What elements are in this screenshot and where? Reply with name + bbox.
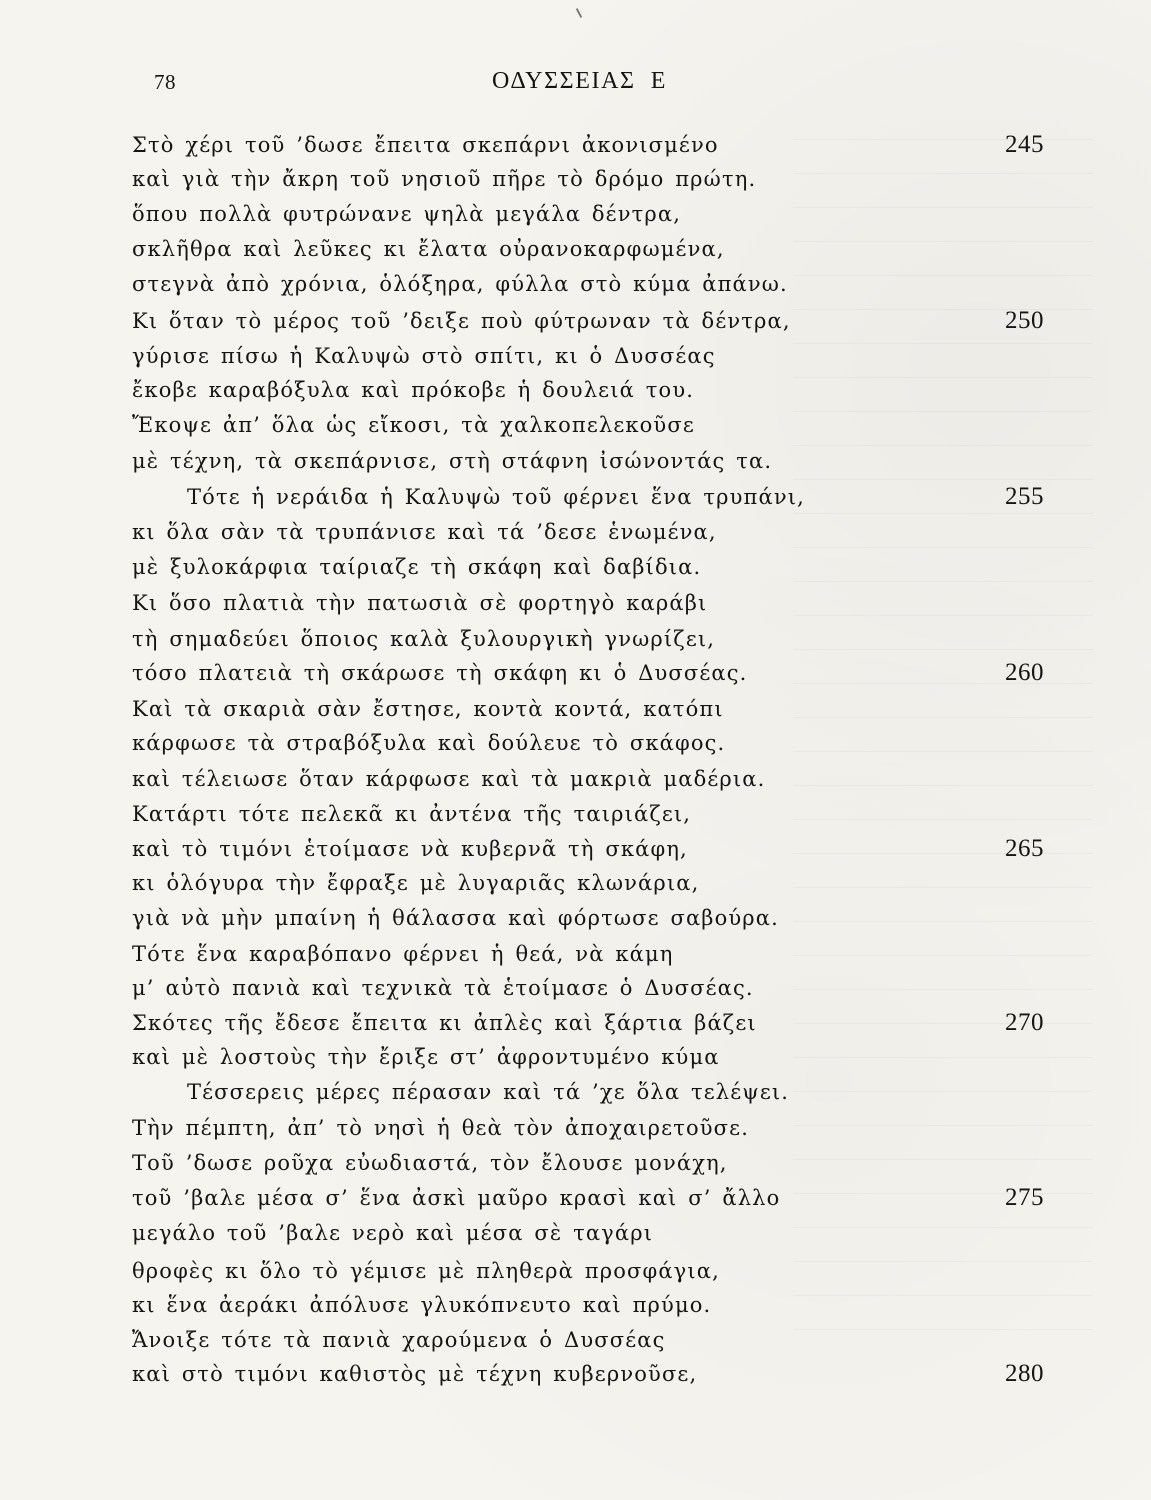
- poem-line: σκλῆθρα καὶ λεῦκες κι ἔλατα οὐρανοκαρφωμένα,: [132, 237, 725, 261]
- poem-line: Τέσσερεις μέρες πέρασαν καὶ τά ’χε ὅλα τελέψει.: [187, 1080, 790, 1104]
- line-number: 255: [1005, 483, 1044, 510]
- poem-line: Τότε ἡ νεράιδα ἡ Καλυψὼ τοῦ φέρνει ἕνα τρυπάνι,: [187, 485, 805, 509]
- poem-line: κι ὁλόγυρα τὴν ἔφραξε μὲ λυγαριᾶς κλωνάρια,: [132, 871, 700, 895]
- poem-line: μεγάλο τοῦ ’βαλε νερὸ καὶ μέσα σὲ ταγάρι: [132, 1221, 654, 1245]
- poem-line: τὴ σημαδεύει ὅποιος καλὰ ξυλουργικὴ γνωρίζει,: [132, 627, 716, 651]
- poem-line: Καὶ τὰ σκαριὰ σὰν ἔστησε, κοντὰ κοντά, κατόπι: [132, 697, 724, 721]
- poem-line: ἔκοβε καραβόξυλα καὶ πρόκοβε ἡ δουλειά του.: [132, 378, 695, 402]
- poem-line: Ἄνοιξε τότε τὰ πανιὰ χαρούμενα ὁ Δυσσέας: [132, 1328, 666, 1352]
- poem-line: κάρφωσε τὰ στραβόξυλα καὶ δούλευε τὸ σκάφος.: [132, 731, 726, 755]
- line-number: 250: [1005, 307, 1044, 334]
- poem-line: γύρισε πίσω ἡ Καλυψὼ στὸ σπίτι, κι ὁ Δυσσέας: [132, 344, 716, 368]
- line-number: 260: [1005, 659, 1044, 686]
- line-number: 275: [1005, 1184, 1044, 1211]
- poem-line: τοῦ ’βαλε μέσα σ’ ἕνα ἀσκὶ μαῦρο κρασὶ καὶ σ’ ἄλλο: [132, 1186, 781, 1210]
- line-number: 270: [1005, 1009, 1044, 1036]
- poem-line: Κατάρτι τότε πελεκᾶ κι ἀντένα τῆς ταιριάζει,: [132, 802, 692, 826]
- poem-line: Τοῦ ’δωσε ροῦχα εὐωδιαστά, τὸν ἔλουσε μονάχη,: [132, 1151, 728, 1175]
- poem-line: θροφὲς κι ὅλο τὸ γέμισε μὲ πληθερὰ προσφάγια,: [132, 1259, 720, 1283]
- poem-line: τόσο πλατειὰ τὴ σκάρωσε τὴ σκάφη κι ὁ Δυσσέας.: [132, 661, 748, 685]
- poem-line: καὶ γιὰ τὴν ἄκρη τοῦ νησιοῦ πῆρε τὸ δρόμο πρώτη.: [132, 167, 757, 191]
- poem-line: Κι ὅσο πλατιὰ τὴν πατωσιὰ σὲ φορτηγὸ καράβι: [132, 591, 708, 615]
- running-title: ΟΔΥΣΣΕΙΑΣ Ε: [492, 68, 668, 94]
- poem-line: καὶ μὲ λοστοὺς τὴν ἔριξε στ’ ἀφροντυμένο κύμα: [132, 1045, 720, 1069]
- poem-line: μὲ ξυλοκάρφια ταίριαζε τὴ σκάφη καὶ δαβίδια.: [132, 555, 702, 579]
- poem-line: στεγνὰ ἀπὸ χρόνια, ὁλόξηρα, φύλλα στὸ κύμα ἀπάνω.: [132, 272, 788, 296]
- poem-line: ὅπου πολλὰ φυτρώνανε ψηλὰ μεγάλα δέντρα,: [132, 202, 682, 226]
- poem-line: γιὰ νὰ μὴν μπαίνη ἡ θάλασσα καὶ φόρτωσε σαβούρα.: [132, 906, 779, 930]
- poem-line: μ’ αὐτὸ πανιὰ καὶ τεχνικὰ τὰ ἑτοίμασε ὁ Δυσσέας.: [132, 976, 754, 1000]
- poem-line: Στὸ χέρι τοῦ ’δωσε ἔπειτα σκεπάρνι ἀκονισμένο: [132, 133, 719, 157]
- poem-line: Σκότες τῆς ἔδεσε ἔπειτα κι ἀπλὲς καὶ ξάρτια βάζει: [132, 1011, 757, 1035]
- poem-line: καὶ στὸ τιμόνι καθιστὸς μὲ τέχνη κυβερνοῦσε,: [132, 1362, 698, 1386]
- poem-line: καὶ τὸ τιμόνι ἑτοίμασε νὰ κυβερνᾶ τὴ σκάφη,: [132, 837, 688, 861]
- line-number: 265: [1005, 835, 1044, 862]
- poem-line: κι ἕνα ἀεράκι ἀπόλυσε γλυκόπνευτο καὶ πρύμο.: [132, 1293, 712, 1317]
- line-number: 280: [1005, 1360, 1044, 1387]
- poem-line: κι ὅλα σὰν τὰ τρυπάνισε καὶ τά ’δεσε ἑνωμένα,: [132, 520, 717, 544]
- line-number: 245: [1005, 131, 1044, 158]
- poem-line: Τότε ἕνα καραβόπανο φέρνει ἡ θεά, νὰ κάμη: [132, 942, 674, 966]
- poem-line: μὲ τέχνη, τὰ σκεπάρνισε, στὴ στάφνη ἰσώνοντάς τα.: [132, 449, 773, 473]
- poem-line: Ἔκοψε ἀπ’ ὅλα ὡς εἴκοσι, τὰ χαλκοπελεκοῦσε: [132, 413, 695, 437]
- poem-line: Τὴν πέμπτη, ἀπ’ τὸ νησὶ ἡ θεὰ τὸν ἀποχαιρετοῦσε.: [132, 1116, 750, 1140]
- poem-line: Κι ὅταν τὸ μέρος τοῦ ’δειξε ποὺ φύτρωναν τὰ δέντρα,: [132, 309, 791, 333]
- poem-line: καὶ τέλειωσε ὅταν κάρφωσε καὶ τὰ μακριὰ μαδέρια.: [132, 767, 766, 791]
- page-number: 78: [154, 70, 176, 94]
